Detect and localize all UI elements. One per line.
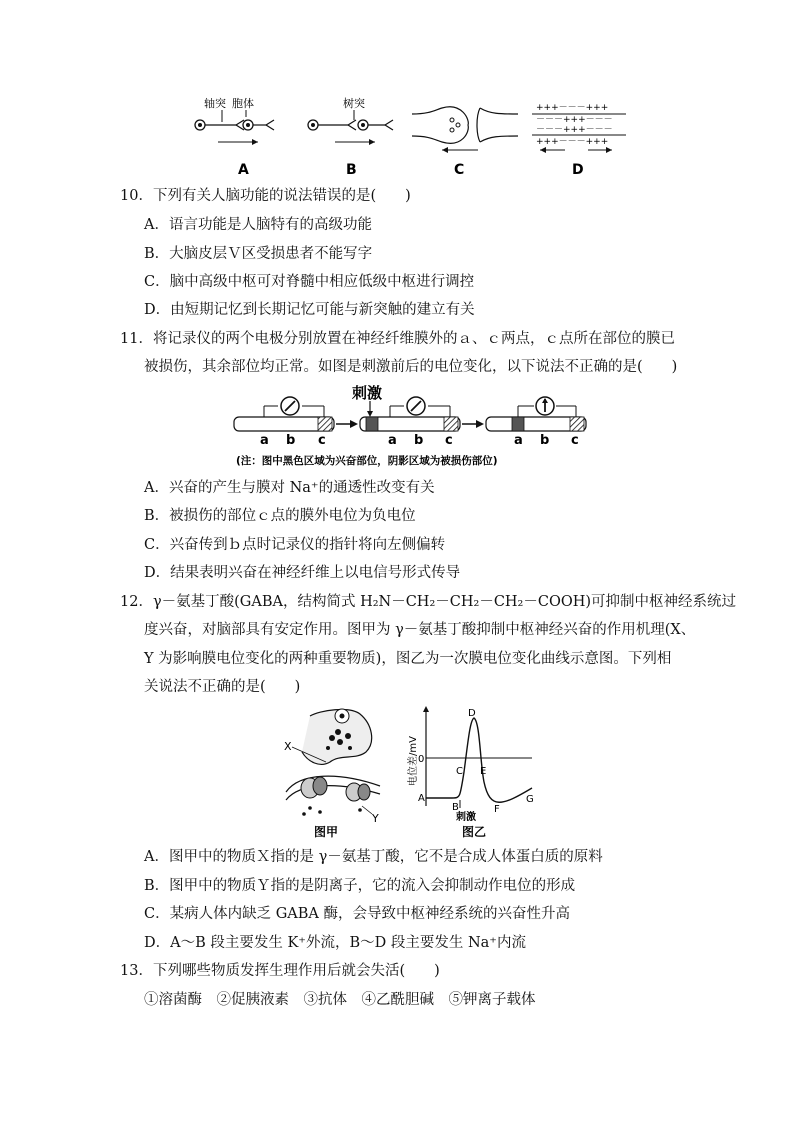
q10-stem: 10．下列有关人脑功能的说法错误的是( )	[120, 188, 411, 204]
y-axis-label: 电位差/mV	[408, 736, 419, 786]
q9-figure	[180, 92, 630, 182]
q13-options: ①溶菌酶 ②促胰液素 ③抗体 ④乙酰胆碱 ⑤钾离子载体	[144, 992, 536, 1008]
svg-text:a: a	[260, 433, 269, 448]
q11-figure	[228, 384, 598, 472]
q10-option-b: B．大脑皮层Ｖ区受损患者不能写字	[144, 246, 373, 262]
nerve-fiber-recording-diagram	[228, 384, 598, 472]
svg-text:E: E	[480, 766, 487, 777]
q12-stem-line2: 度兴奋，对脑部具有安定作用。图甲为 γ－氨基丁酸抑制中枢神经兴奋的作用机理(X、	[144, 622, 696, 638]
svg-text:－－－+++－－－: －－－+++－－－	[536, 125, 613, 135]
fiber-before	[234, 397, 334, 448]
figure-jia-caption: 图甲	[314, 825, 339, 839]
svg-text:G: G	[526, 794, 534, 805]
q12-figure	[280, 702, 540, 842]
option-b-label: B	[346, 162, 357, 178]
q12-option-c: C．某病人体内缺乏 GABA 酶，会导致中枢神经系统的兴奋性升高	[144, 906, 570, 922]
fiber-after	[486, 397, 586, 448]
q11-option-d: D．结果表明兴奋在神经纤维上以电信号形式传导	[144, 565, 461, 581]
svg-text:+++－－－+++: +++－－－+++	[536, 137, 609, 147]
a-axon-label: 轴突	[204, 97, 226, 110]
stimulus-mark: 刺激	[456, 812, 476, 823]
svg-text:A: A	[418, 793, 425, 804]
b-dendrite-label: 树突	[343, 97, 365, 110]
figure-yi-caption: 图乙	[462, 825, 487, 839]
diagram-c-synapse	[412, 107, 518, 153]
svg-text:C: C	[456, 766, 463, 777]
neuron-diagrams	[180, 92, 630, 182]
q12-stem-line3: Y 为影响膜电位变化的两种重要物质)，图乙为一次膜电位变化曲线示意图。下列相	[144, 651, 672, 667]
q10-option-d: D．由短期记忆到长期记忆可能与新突触的建立有关	[144, 302, 475, 318]
diagram-a	[195, 96, 274, 145]
label-x: X	[284, 740, 292, 753]
svg-text:c: c	[445, 433, 453, 448]
option-a-label: A	[238, 162, 249, 178]
svg-text:a: a	[514, 433, 523, 448]
label-y: Y	[372, 812, 379, 825]
svg-text:b: b	[414, 433, 424, 448]
svg-text:c: c	[571, 433, 579, 448]
gaba-mechanism-and-potential-curve	[280, 702, 540, 842]
q11-option-c: C．兴奋传到ｂ点时记录仪的指针将向左侧偏转	[144, 537, 446, 553]
q11-stem-line2: 被损伤，其余部位均正常。如图是刺激前后的电位变化，以下说法不正确的是( )	[144, 359, 678, 375]
q12-option-a: A．图甲中的物质Ｘ指的是 γ－氨基丁酸，它不是合成人体蛋白质的原料	[144, 849, 603, 865]
svg-text:b: b	[540, 433, 550, 448]
figure-jia-synapse	[284, 709, 380, 839]
figure-note: (注：图中黑色区域为兴奋部位，阴影区域为被损伤部位)	[236, 455, 498, 467]
q10-option-a: A．语言功能是人脑特有的高级功能	[144, 217, 372, 233]
svg-text:0: 0	[418, 754, 425, 765]
q12-stem-line4: 关说法不正确的是( )	[144, 679, 301, 695]
svg-text:b: b	[286, 433, 296, 448]
svg-text:B: B	[452, 802, 459, 813]
svg-text:c: c	[318, 433, 326, 448]
svg-text:D: D	[468, 708, 476, 719]
option-d-label: D	[572, 162, 584, 178]
q12-stem-line1: 12．γ－氨基丁酸(GABA，结构简式 H₂N－CH₂－CH₂－CH₂－COOH)可抑制中枢神经系统过	[120, 594, 737, 610]
option-c-label: C	[454, 162, 465, 178]
svg-text:+++－－－+++: +++－－－+++	[536, 103, 609, 113]
q12-option-d: D．A～B 段主要发生 K⁺外流，B～D 段主要发生 Na⁺内流	[144, 935, 526, 951]
stimulus-label: 刺激	[352, 384, 383, 402]
figure-yi-potential-chart	[406, 706, 534, 839]
svg-text:F: F	[494, 804, 500, 815]
q12-option-b: B．图甲中的物质Ｙ指的是阴离子，它的流入会抑制动作电位的形成	[144, 878, 576, 894]
diagram-b	[308, 96, 393, 145]
q13-stem: 13．下列哪些物质发挥生理作用后就会失活( )	[120, 963, 440, 979]
fiber-stimulated	[352, 384, 460, 448]
q11-option-b: B．被损伤的部位ｃ点的膜外电位为负电位	[144, 508, 416, 524]
q11-stem-line1: 11．将记录仪的两个电极分别放置在神经纤维膜外的ａ、ｃ两点，ｃ点所在部位的膜已	[120, 331, 675, 347]
diagram-d-fiber	[532, 103, 626, 153]
a-soma-label: 胞体	[232, 97, 254, 110]
q11-option-a: A．兴奋的产生与膜对 Na⁺的通透性改变有关	[144, 480, 435, 496]
svg-text:－－－+++－－－: －－－+++－－－	[536, 115, 613, 125]
q10-option-c: C．脑中高级中枢可对脊髓中相应低级中枢进行调控	[144, 274, 475, 290]
svg-text:a: a	[388, 433, 397, 448]
